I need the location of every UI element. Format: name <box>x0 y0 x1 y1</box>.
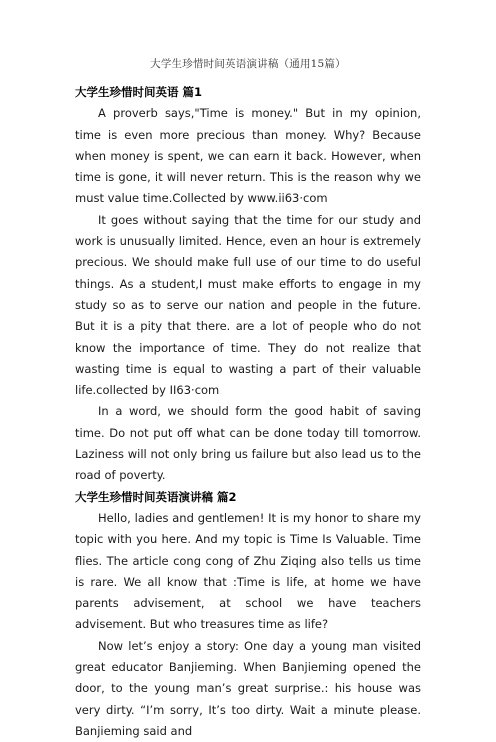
section-heading-2: 大学生珍惜时间英语演讲稿 篇2 <box>75 489 237 504</box>
paragraph: In a word, we should form the good habit of saving time. Do not put off what can be done today till tomorrow. Laziness will not only bring us failure but also lead us to the road of poverty. <box>75 404 421 483</box>
document-body <box>75 82 421 742</box>
paragraph: Hello, ladies and gentlemen! It is my honor to share my topic with you here. And my topic is Time Is Valuable. Time flies. The article cong cong of Zhu Ziqing also tells us time is rare. We all know that :Time is life, at home we have parents advisement, at school we have teachers advisement. But who treasures time as life? <box>75 510 421 632</box>
section-heading-1: 大学生珍惜时间英语 篇1 <box>75 85 203 99</box>
paragraph: A proverb says,"Time is money." But in my opinion, time is even more precious than money. Why? Because when money is spent, we can earn it back. However, when time is gone, it will never return. This is the reason why we must value time.Collected by www.ii63·com <box>75 106 421 206</box>
paragraph: It goes without saying that the time for our study and work is unusually limited. Hence, even an hour is extremely precious. We should make full use of our time to do useful things. As a student,I must make efforts to engage in my study so as to serve our nation and people in the future. But it is a pity that there. are a lot of people who do not know the importance of time. They do not realize that wasting time is equal to wasting a part of their valuable life.collected by II63·com <box>75 212 421 398</box>
paragraph: Now let’s enjoy a story: One day a young man visited great educator Banjieming. When Banjieming opened the door, to the young man’s great surprise.: his house was very dirty. “I’m sorry, It’s too dirty. Wait a minute please. Banjieming said and <box>75 638 421 738</box>
document-header-title: 大学生珍惜时间英语演讲稿（通用15篇） <box>150 58 346 70</box>
